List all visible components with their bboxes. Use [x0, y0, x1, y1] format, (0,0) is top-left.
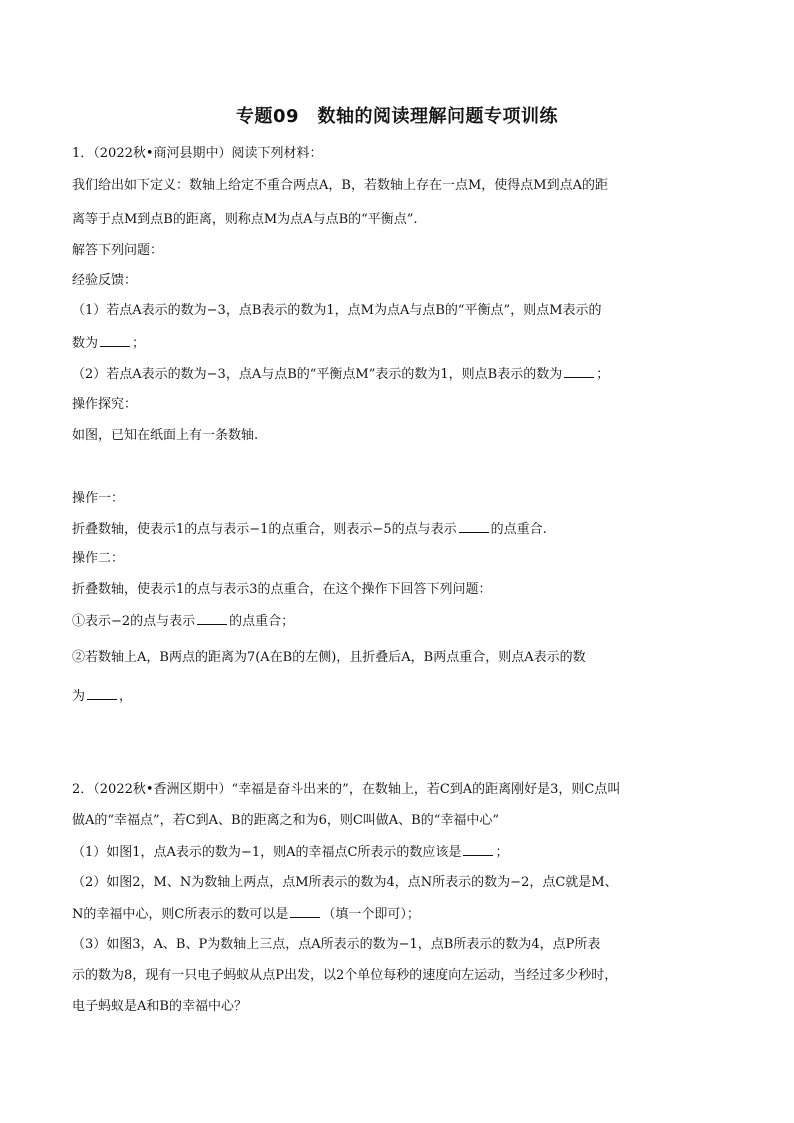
q1-part1-suffix: ； [132, 336, 146, 351]
answer-blank[interactable] [100, 335, 130, 347]
answer-blank[interactable] [463, 844, 493, 856]
q2-part1-suffix: ； [495, 845, 509, 860]
q2-line2: 做A的“幸福点”，若C到A、B的距离之和为6，则C叫做A、B的“幸福中心” [72, 813, 500, 828]
q1-circle2-prefix: 为 [72, 689, 86, 704]
q2-part1 [72, 844, 508, 861]
q2-line1: 2．（2022秋•香洲区期中）“幸福是奋斗出来的”，在数轴上，若C到A的距离刚好是3，则C点叫 [72, 782, 621, 797]
q2-part3-line1: （3）如图3，A、B、P为数轴上三点，点A所表示的数为−1，点B所表示的数为4，点P所表 [72, 937, 601, 952]
q2-part1-text: （1）如图1，点A表示的数为−1，则A的幸福点C所表示的数应该是 [72, 845, 462, 860]
answer-blank[interactable] [197, 613, 227, 625]
q1-part2 [72, 366, 609, 383]
q1-part2-suffix: ； [596, 367, 610, 382]
q2-part2-prefix: N的幸福中心，则C所表示的数可以是 [72, 907, 289, 922]
q1-operation1-text [72, 521, 547, 538]
q1-part1-line1: （1）若点A表示的数为−3，点B表示的数为1，点M为点A与点B的“平衡点”，则点M表示的 [72, 303, 602, 318]
answer-blank[interactable] [87, 688, 117, 700]
q1-operation1-label: 操作一： [72, 491, 125, 506]
q2-part2-line2 [72, 906, 420, 923]
page-title: 专题09 数轴的阅读理解问题专项训练 [235, 106, 559, 127]
q1-operation1-suffix: 的点重合. [490, 522, 547, 537]
q1-header: 1．（2022秋•商河县期中）阅读下列材料： [72, 146, 323, 161]
q1-part2-text: （2）若点A表示的数为−3，点A与点B的“平衡点M”表示的数为1，则点B表示的数为 [72, 367, 563, 382]
q1-figure-text: 如图，已知在纸面上有一条数轴. [72, 428, 259, 443]
answer-blank[interactable] [290, 906, 320, 918]
q2-part2-line1: （2）如图2，M、N为数轴上两点，点M所表示的数为4，点N所表示的数为−2，点C就是M、 [72, 875, 618, 890]
q1-definition-line2: 离等于点M到点B的距离，则称点M为点A与点B的“平衡点”. [72, 212, 418, 227]
q1-definition-line1: 我们给出如下定义：数轴上给定不重合两点A，B，若数轴上存在一点M，使得点M到点A的距 [72, 178, 608, 193]
q2-part3-line2: 示的数为8，现有一只电子蚂蚁从点P出发，以2个单位每秒的速度向左运动，当经过多少秒时， [72, 968, 618, 983]
q1-circle2-line2 [72, 688, 132, 705]
q1-experience-label: 经验反馈： [72, 273, 138, 288]
q1-part1-prefix: 数为 [72, 336, 99, 351]
q1-operation1-prefix: 折叠数轴，使表示1的点与表示−1的点重合，则表示−5的点与表示 [72, 522, 457, 537]
q1-operation2-label: 操作二： [72, 551, 125, 566]
q1-circle1-suffix: 的点重合； [229, 614, 295, 629]
q1-circle1 [72, 613, 294, 630]
q1-circle2-line1: ②若数轴上A，B两点的距离为7(A在B的左侧)，且折叠后A，B两点重合，则点A表示的数 [72, 650, 586, 665]
q1-circle1-prefix: ①表示−2的点与表示 [72, 614, 196, 629]
q2-part2-suffix: （填一个即可）； [322, 907, 420, 922]
q1-answer-prompt: 解答下列问题： [72, 243, 164, 258]
q1-operation-explore: 操作探究： [72, 397, 138, 412]
q1-circle2-suffix: ， [119, 689, 133, 704]
q1-part1-line2 [72, 335, 145, 352]
q1-operation2-text: 折叠数轴，使表示1的点与表示3的点重合，在这个操作下回答下列问题： [72, 582, 492, 597]
answer-blank[interactable] [564, 366, 594, 378]
q2-part3-line3: 电子蚂蚁是A和B的幸福中心？ [72, 999, 247, 1014]
answer-blank[interactable] [459, 521, 489, 533]
